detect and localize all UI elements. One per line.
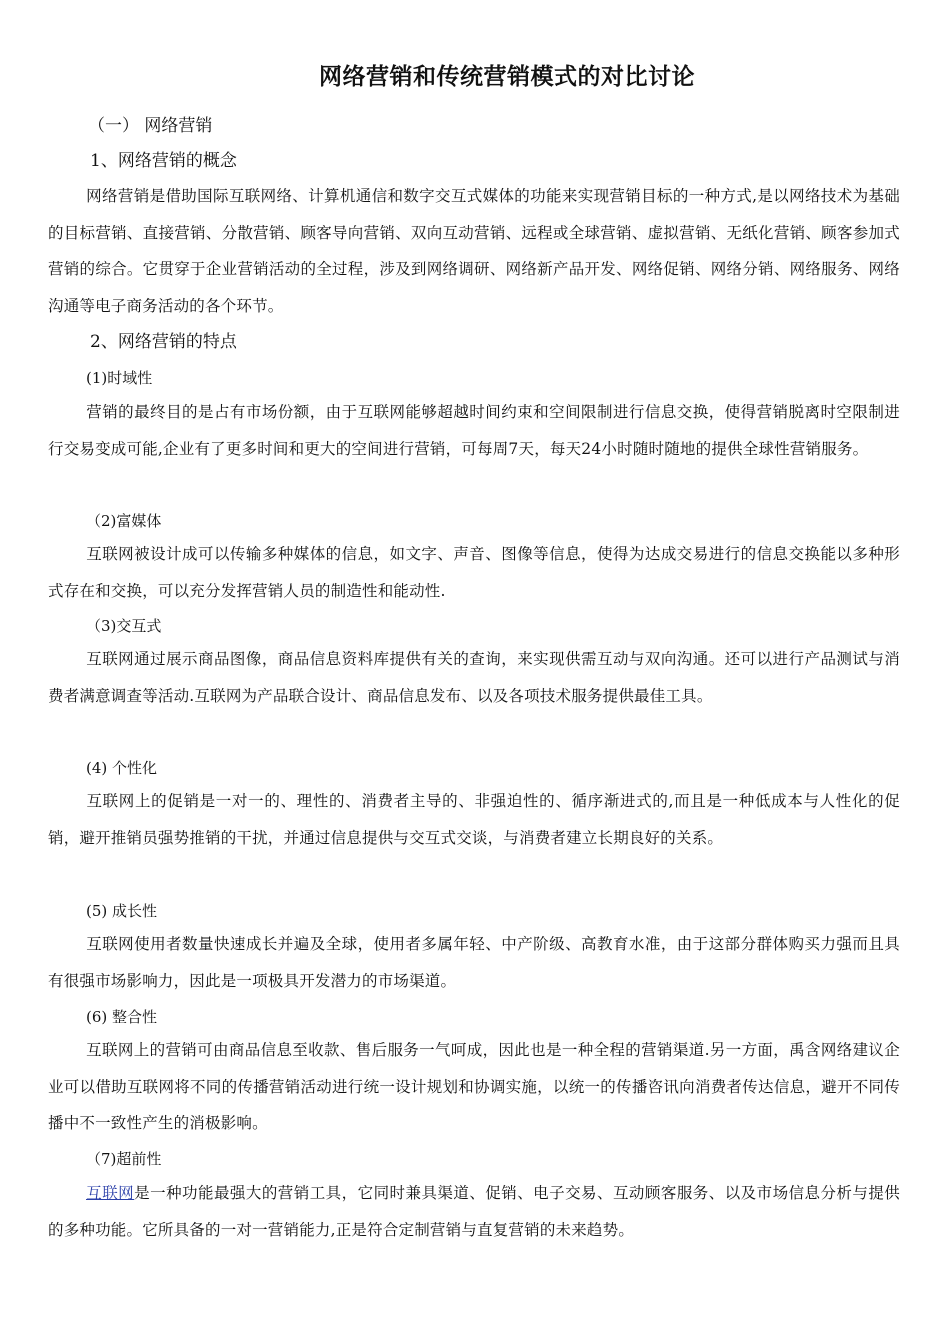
feature-text-4: 互联网上的促销是一对一的、理性的、消费者主导的、非强迫性的、循序渐进式的,而且是一种低成本与人性化的促销，避开推销员强势推销的干扰，并通过信息提供与交互式交谈，与消费者建立长期良好的关系。 [48,792,900,847]
feature-text-2: 互联网被设计成可以传输多种媒体的信息，如文字、声音、图像等信息，使得为达成交易进行的信息交换能以多种形式存在和交换，可以充分发挥营销人员的制造性和能动性. [48,545,900,600]
feature-paragraph-3 [48,641,900,714]
feature-label-6: (6) 整合性 [86,1008,158,1026]
feature-paragraph-7 [48,1175,900,1248]
feature-label-1: (1)时域性 [86,369,153,387]
document-title [0,58,950,91]
feature-label-2: （2)富媒体 [86,512,162,530]
feature-text-3: 互联网通过展示商品图像，商品信息资料库提供有关的查询，来实现供需互动与双向沟通。还可以进行产品测试与消费者满意调查等活动.互联网为产品联合设计、商品信息发布、以及各项技术服务提供最佳工具。 [48,650,900,705]
feature-paragraph-4 [48,783,900,856]
paragraph-concept-text: 网络营销是借助国际互联网络、计算机通信和数字交互式媒体的功能来实现营销目标的一种方式,是以网络技术为基础的目标营销、直接营销、分散营销、顾客导向营销、双向互动营销、远程或全球营销、虚拟营销、无纸化营销、顾客参加式营销的综合。它贯穿于企业营销活动的全过程，涉及到网络调研、网络新产品开发、网络促销、网络分销、网络服务、网络沟通等电子商务活动的各个环节。 [48,187,900,315]
feature-paragraph-6 [48,1032,900,1142]
heading-features: 2、网络营销的特点 [90,332,237,352]
feature-paragraph-5 [48,926,900,999]
feature-text-5: 互联网使用者数量快速成长并遍及全球，使用者多属年轻、中产阶级、高教育水准，由于这部分群体购买力强而且具有很强市场影响力，因此是一项极具开发潜力的市场渠道。 [48,935,900,990]
feature-text-1: 营销的最终目的是占有市场份额，由于互联网能够超越时间约束和空间限制进行信息交换，使得营销脱离时空限制进行交易变成可能,企业有了更多时间和更大的空间进行营销，可每周7天，每天24小时随时随地的提供全球性营销服务。 [48,403,900,458]
feature-text-6: 互联网上的营销可由商品信息至收款、售后服务一气呵成，因此也是一种全程的营销渠道.另一方面，禹含网络建议企业可以借助互联网将不同的传播营销活动进行统一设计规划和协调实施，以统一的传播咨讯向消费者传达信息，避开不同传播中不一致性产生的消极影响。 [48,1041,900,1132]
section-heading-online-marketing: （一） 网络营销 [88,116,213,136]
feature-paragraph-2 [48,536,900,609]
internet-link[interactable]: 互联网 [86,1184,135,1202]
heading-concept: 1、网络营销的概念 [90,151,237,171]
feature-paragraph-1 [48,394,900,467]
feature-text-7: 是一种功能最强大的营销工具，它同时兼具渠道、促销、电子交易、互动顾客服务、以及市场信息分析与提供的多种功能。它所具备的一对一营销能力,正是符合定制营销与直复营销的未来趋势。 [48,1184,900,1239]
feature-label-4: (4) 个性化 [86,759,158,777]
title-text: 网络营销和传统营销模式的对比讨论 [319,64,695,90]
feature-label-7: （7)超前性 [86,1150,162,1168]
feature-label-3: （3)交互式 [86,617,162,635]
paragraph-concept [48,178,900,324]
feature-label-5: (5) 成长性 [86,902,158,920]
